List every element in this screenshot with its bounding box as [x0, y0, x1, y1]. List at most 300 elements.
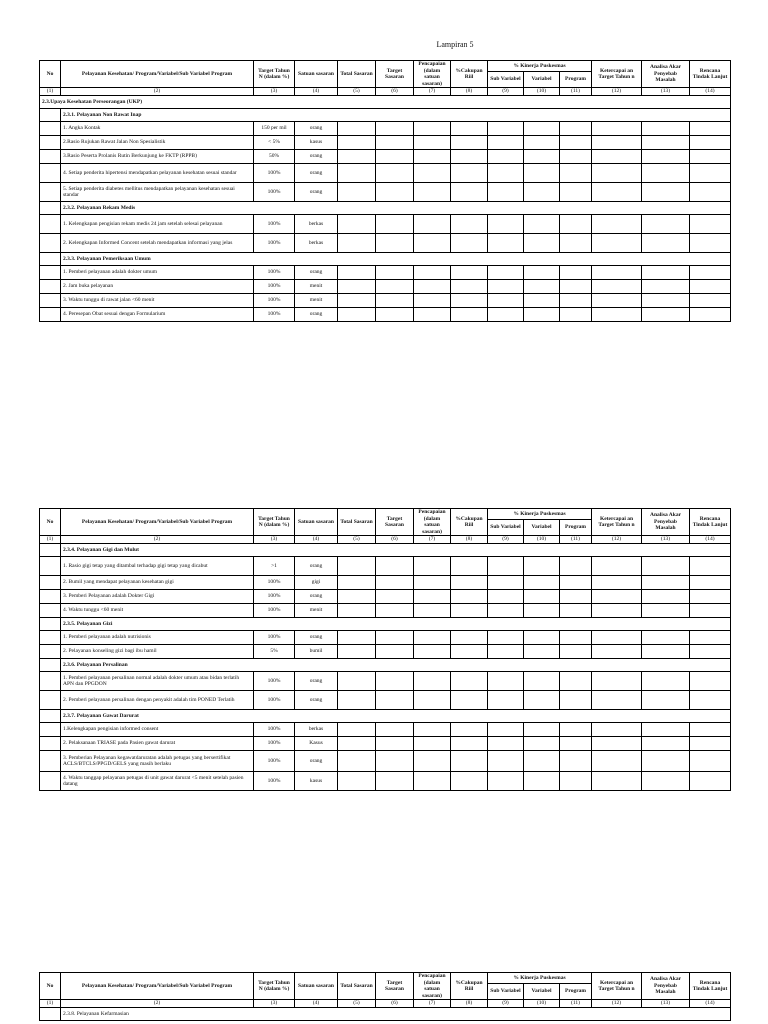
empty-cell	[376, 150, 414, 164]
empty-cell	[376, 234, 414, 253]
empty-cell	[642, 691, 690, 710]
empty-cell	[560, 164, 592, 183]
indicator-label: 1. Angka Kontak	[61, 122, 254, 136]
empty-cell	[690, 751, 731, 772]
empty-cell	[690, 590, 731, 604]
empty-cell	[40, 710, 61, 723]
indicator-label: 2. Pelaksanaan TRIASE pada Pasien gawat darurat	[61, 737, 254, 751]
empty-cell	[451, 590, 488, 604]
empty-cell	[451, 691, 488, 710]
empty-cell	[40, 183, 61, 202]
column-number: (5)	[338, 536, 376, 544]
empty-cell	[592, 308, 642, 322]
indicator-table	[39, 972, 731, 1021]
group-heading: 2.3.Upaya Kesehatan Perseorangan (UKP)	[40, 96, 731, 109]
empty-cell	[451, 557, 488, 576]
empty-cell	[40, 544, 61, 557]
empty-cell	[451, 604, 488, 618]
empty-cell	[560, 645, 592, 659]
indicator-row	[40, 294, 731, 308]
empty-cell	[40, 557, 61, 576]
empty-cell	[40, 723, 61, 737]
column-number: (4)	[295, 88, 338, 96]
column-number: (11)	[560, 536, 592, 544]
empty-cell	[451, 772, 488, 791]
empty-cell	[690, 604, 731, 618]
empty-cell	[592, 294, 642, 308]
indicator-row	[40, 234, 731, 253]
empty-cell	[451, 672, 488, 691]
indicator-target: 100%	[254, 164, 295, 183]
empty-cell	[690, 308, 731, 322]
empty-cell	[592, 576, 642, 590]
indicator-satuan: orang	[295, 308, 338, 322]
empty-cell	[592, 672, 642, 691]
empty-cell	[524, 645, 560, 659]
indicator-target: 100%	[254, 604, 295, 618]
header-total: Total Sasaran	[338, 509, 376, 536]
empty-cell	[488, 215, 524, 234]
empty-cell	[642, 136, 690, 150]
empty-cell	[338, 590, 376, 604]
empty-cell	[40, 136, 61, 150]
empty-cell	[592, 557, 642, 576]
column-number: (12)	[592, 536, 642, 544]
column-number: (11)	[560, 88, 592, 96]
indicator-satuan: orang	[295, 164, 338, 183]
indicator-label: 1. Rasio gigi tetap yang ditambal terhadap gigi tetap yang dicabut	[61, 557, 254, 576]
empty-cell	[414, 122, 451, 136]
indicator-target: >1	[254, 557, 295, 576]
indicator-row	[40, 164, 731, 183]
empty-cell	[40, 234, 61, 253]
indicator-label: 2.Rasio Rujukan Rawat Jalan Non Spesialistik	[61, 136, 254, 150]
indicator-table-2	[39, 508, 730, 791]
empty-cell	[338, 631, 376, 645]
empty-cell	[560, 215, 592, 234]
empty-cell	[488, 604, 524, 618]
indicator-label: 2. Pelayanan konseling gizi bagi ibu hamil	[61, 645, 254, 659]
indicator-row	[40, 691, 731, 710]
header-program: Program	[560, 72, 592, 88]
empty-cell	[690, 737, 731, 751]
empty-cell	[524, 590, 560, 604]
column-number: (9)	[488, 88, 524, 96]
indicator-target: 100%	[254, 772, 295, 791]
header-kinerja: % Kinerja Puskesmas	[488, 509, 592, 520]
section-title: 2.3.7. Pelayanan Gawat Darurat	[61, 710, 731, 723]
empty-cell	[560, 136, 592, 150]
indicator-label: 2. Pemberi pelayanan persalinan dengan penyakit adalah tim PONED Terlatih	[61, 691, 254, 710]
empty-cell	[451, 215, 488, 234]
empty-cell	[524, 737, 560, 751]
column-number: (6)	[376, 88, 414, 96]
header-total: Total Sasaran	[338, 61, 376, 88]
empty-cell	[642, 308, 690, 322]
header-pencapaian: Pencapaian (dalam satuan sasaran)	[414, 509, 451, 536]
column-number-row	[40, 1000, 731, 1008]
header-variabel: Variabel	[524, 72, 560, 88]
empty-cell	[338, 164, 376, 183]
indicator-satuan: orang	[295, 691, 338, 710]
column-number: (12)	[592, 1000, 642, 1008]
indicator-target: 100%	[254, 294, 295, 308]
indicator-target: 100%	[254, 576, 295, 590]
empty-cell	[592, 164, 642, 183]
empty-cell	[40, 294, 61, 308]
empty-cell	[40, 604, 61, 618]
empty-cell	[40, 1008, 61, 1021]
empty-cell	[338, 604, 376, 618]
empty-cell	[338, 772, 376, 791]
section-title: 2.3.3. Pelayanan Pemeriksaan Umum	[61, 253, 731, 266]
empty-cell	[338, 723, 376, 737]
indicator-label: 1. Kelengkapan pengisian rekam medis 24 jam setelah selesai pelayanan	[61, 215, 254, 234]
column-number: (9)	[488, 536, 524, 544]
empty-cell	[338, 215, 376, 234]
empty-cell	[690, 215, 731, 234]
empty-cell	[592, 150, 642, 164]
indicator-table	[39, 60, 731, 322]
empty-cell	[560, 122, 592, 136]
header-kinerja: % Kinerja Puskesmas	[488, 61, 592, 72]
empty-cell	[690, 691, 731, 710]
indicator-label: 5. Setiap penderita diabetes mellitus mendapatkan pelayanan kesehatan sesuai standar	[61, 183, 254, 202]
empty-cell	[414, 164, 451, 183]
empty-cell	[40, 691, 61, 710]
empty-cell	[414, 308, 451, 322]
empty-cell	[40, 672, 61, 691]
column-number: (13)	[642, 536, 690, 544]
indicator-satuan: kasus	[295, 136, 338, 150]
indicator-label: 1. Pemberi pelayanan adalah nutrisionis	[61, 631, 254, 645]
indicator-satuan: orang	[295, 122, 338, 136]
indicator-label: 1.Kelengkapan pengisian informed consent	[61, 723, 254, 737]
indicator-row	[40, 183, 731, 202]
header-variabel: Variabel	[524, 984, 560, 1000]
header-ketercapaian: Ketercapai an Target Tahun n	[592, 973, 642, 1000]
header-pelayanan: Pelayanan Kesehatan/ Program/Variabel/Sub Variabel Program	[61, 973, 254, 1000]
column-number: (5)	[338, 1000, 376, 1008]
header-rencana: Rencana Tindak Lanjut	[690, 61, 731, 88]
empty-cell	[338, 280, 376, 294]
empty-cell	[40, 576, 61, 590]
column-number: (14)	[690, 88, 731, 96]
empty-cell	[338, 691, 376, 710]
empty-cell	[642, 557, 690, 576]
column-number: (13)	[642, 1000, 690, 1008]
empty-cell	[40, 266, 61, 280]
empty-cell	[376, 631, 414, 645]
empty-cell	[376, 294, 414, 308]
section-row	[40, 659, 731, 672]
empty-cell	[376, 645, 414, 659]
empty-cell	[642, 772, 690, 791]
empty-cell	[488, 122, 524, 136]
column-number: (4)	[295, 1000, 338, 1008]
header-sub-variabel: Sub Variabel	[488, 984, 524, 1000]
empty-cell	[524, 183, 560, 202]
empty-cell	[338, 136, 376, 150]
empty-cell	[40, 751, 61, 772]
indicator-row	[40, 136, 731, 150]
empty-cell	[642, 576, 690, 590]
header-satuan: Satuan sasaran	[295, 61, 338, 88]
column-number: (1)	[40, 1000, 61, 1008]
section-title: 2.3.2. Pelayanan Rekam Medis	[61, 202, 731, 215]
empty-cell	[488, 266, 524, 280]
header-target-sasaran: Target Sasaran	[376, 61, 414, 88]
header-rencana: Rencana Tindak Lanjut	[690, 509, 731, 536]
empty-cell	[642, 122, 690, 136]
indicator-satuan: orang	[295, 590, 338, 604]
empty-cell	[451, 737, 488, 751]
empty-cell	[690, 183, 731, 202]
empty-cell	[414, 150, 451, 164]
indicator-label: 3. Pemberian Pelayanan kegawatdaruratan adalah petugas yang bersertifikat ACLS/BTCLS/PPGD/GELS yang masih berlaku	[61, 751, 254, 772]
empty-cell	[690, 645, 731, 659]
page-title: Lampiran 5	[436, 40, 474, 49]
section-title: 2.3.5. Pelayanan Gizi	[61, 618, 731, 631]
empty-cell	[451, 183, 488, 202]
column-number: (14)	[690, 536, 731, 544]
indicator-target: 100%	[254, 723, 295, 737]
empty-cell	[376, 308, 414, 322]
section-row	[40, 618, 731, 631]
indicator-label: 4. Setiap penderita hipertensi mendapatkan pelayanan kesehatan sesuai standar	[61, 164, 254, 183]
empty-cell	[642, 266, 690, 280]
empty-cell	[451, 723, 488, 737]
empty-cell	[524, 136, 560, 150]
indicator-row	[40, 737, 731, 751]
header-total: Total Sasaran	[338, 973, 376, 1000]
indicator-satuan: orang	[295, 266, 338, 280]
indicator-target: 100%	[254, 234, 295, 253]
empty-cell	[690, 164, 731, 183]
empty-cell	[376, 164, 414, 183]
empty-cell	[592, 266, 642, 280]
empty-cell	[414, 136, 451, 150]
empty-cell	[414, 672, 451, 691]
header-target-sasaran: Target Sasaran	[376, 509, 414, 536]
empty-cell	[642, 150, 690, 164]
empty-cell	[376, 723, 414, 737]
indicator-target: 100%	[254, 183, 295, 202]
indicator-target: 50%	[254, 150, 295, 164]
empty-cell	[524, 751, 560, 772]
empty-cell	[376, 215, 414, 234]
column-number: (4)	[295, 536, 338, 544]
section-title: 2.3.1. Pelayanan Non Rawat Inap	[61, 109, 731, 122]
empty-cell	[451, 136, 488, 150]
indicator-target: 100%	[254, 631, 295, 645]
empty-cell	[40, 631, 61, 645]
indicator-label: 1. Pemberi pelayanan persalinan normal adalah dokter umum atau bidan terlatih APN dan PPGDON	[61, 672, 254, 691]
empty-cell	[690, 576, 731, 590]
column-number: (1)	[40, 88, 61, 96]
empty-cell	[338, 751, 376, 772]
empty-cell	[40, 280, 61, 294]
empty-cell	[40, 659, 61, 672]
column-number: (6)	[376, 536, 414, 544]
column-number: (11)	[560, 1000, 592, 1008]
indicator-label: 3. Waktu tunggu di rawat jalan <60 menit	[61, 294, 254, 308]
column-number: (6)	[376, 1000, 414, 1008]
empty-cell	[642, 672, 690, 691]
empty-cell	[376, 751, 414, 772]
empty-cell	[376, 691, 414, 710]
empty-cell	[338, 308, 376, 322]
empty-cell	[642, 604, 690, 618]
empty-cell	[524, 691, 560, 710]
column-number: (3)	[254, 536, 295, 544]
empty-cell	[338, 576, 376, 590]
empty-cell	[592, 691, 642, 710]
empty-cell	[524, 280, 560, 294]
column-number: (13)	[642, 88, 690, 96]
empty-cell	[451, 645, 488, 659]
empty-cell	[560, 672, 592, 691]
empty-cell	[376, 183, 414, 202]
indicator-label: 4. Peresepan Obat sesuai dengan Formularium	[61, 308, 254, 322]
empty-cell	[376, 672, 414, 691]
indicator-row	[40, 723, 731, 737]
empty-cell	[560, 772, 592, 791]
empty-cell	[40, 590, 61, 604]
header-cakupan: %Cakupan Riil	[451, 509, 488, 536]
header-rencana: Rencana Tindak Lanjut	[690, 973, 731, 1000]
empty-cell	[592, 136, 642, 150]
header-pelayanan: Pelayanan Kesehatan/ Program/Variabel/Sub Variabel Program	[61, 61, 254, 88]
indicator-label: 4. Waktu tanggap pelayanan petugas di unit gawat darurat <5 menit setelah pasien datang	[61, 772, 254, 791]
column-number: (10)	[524, 88, 560, 96]
indicator-satuan: menit	[295, 294, 338, 308]
empty-cell	[592, 183, 642, 202]
empty-cell	[414, 691, 451, 710]
column-number-row	[40, 536, 731, 544]
empty-cell	[690, 136, 731, 150]
empty-cell	[642, 737, 690, 751]
empty-cell	[690, 266, 731, 280]
empty-cell	[414, 280, 451, 294]
section-row	[40, 710, 731, 723]
empty-cell	[524, 557, 560, 576]
empty-cell	[560, 266, 592, 280]
indicator-satuan: gigi	[295, 576, 338, 590]
empty-cell	[690, 294, 731, 308]
header-ketercapaian: Ketercapai an Target Tahun n	[592, 509, 642, 536]
empty-cell	[642, 645, 690, 659]
header-ketercapaian: Ketercapai an Target Tahun n	[592, 61, 642, 88]
column-number: (12)	[592, 88, 642, 96]
empty-cell	[524, 122, 560, 136]
indicator-satuan: bumil	[295, 645, 338, 659]
section-title: 2.3.6. Pelayanan Persalinan	[61, 659, 731, 672]
empty-cell	[338, 183, 376, 202]
indicator-row	[40, 122, 731, 136]
empty-cell	[642, 723, 690, 737]
indicator-satuan: menit	[295, 604, 338, 618]
empty-cell	[40, 150, 61, 164]
column-number: (2)	[61, 1000, 254, 1008]
header-no: No	[40, 61, 61, 88]
indicator-target: 100%	[254, 672, 295, 691]
header-target-sasaran: Target Sasaran	[376, 973, 414, 1000]
empty-cell	[560, 280, 592, 294]
header-cakupan: %Cakupan Riil	[451, 973, 488, 1000]
empty-cell	[451, 631, 488, 645]
partial-row-text: 2.3.8. Pelayanan Kefarmasian	[61, 1008, 731, 1021]
empty-cell	[488, 136, 524, 150]
empty-cell	[414, 215, 451, 234]
empty-cell	[338, 672, 376, 691]
header-satuan: Satuan sasaran	[295, 973, 338, 1000]
empty-cell	[40, 164, 61, 183]
empty-cell	[338, 122, 376, 136]
empty-cell	[560, 590, 592, 604]
empty-cell	[592, 751, 642, 772]
empty-cell	[524, 234, 560, 253]
empty-cell	[338, 266, 376, 280]
partial-row	[40, 1008, 731, 1021]
empty-cell	[592, 723, 642, 737]
empty-cell	[690, 631, 731, 645]
empty-cell	[488, 183, 524, 202]
empty-cell	[338, 234, 376, 253]
indicator-satuan: orang	[295, 631, 338, 645]
empty-cell	[560, 183, 592, 202]
empty-cell	[690, 122, 731, 136]
empty-cell	[560, 604, 592, 618]
empty-cell	[560, 737, 592, 751]
empty-cell	[488, 631, 524, 645]
empty-cell	[488, 751, 524, 772]
empty-cell	[592, 215, 642, 234]
indicator-table-3	[39, 972, 730, 1021]
header-analisa: Analisa Akar Penyebab Masalah	[642, 61, 690, 88]
empty-cell	[524, 604, 560, 618]
section-row	[40, 253, 731, 266]
indicator-label: 4. Waktu tunggu <60 menit	[61, 604, 254, 618]
empty-cell	[560, 723, 592, 737]
empty-cell	[414, 604, 451, 618]
empty-cell	[451, 576, 488, 590]
indicator-target: 150 per mil	[254, 122, 295, 136]
empty-cell	[524, 266, 560, 280]
header-program: Program	[560, 984, 592, 1000]
empty-cell	[690, 280, 731, 294]
empty-cell	[40, 645, 61, 659]
header-analisa: Analisa Akar Penyebab Masalah	[642, 973, 690, 1000]
indicator-row	[40, 215, 731, 234]
indicator-label: 2. Bumil yang mendapat pelayanan kesehatan gigi	[61, 576, 254, 590]
empty-cell	[642, 751, 690, 772]
empty-cell	[524, 576, 560, 590]
empty-cell	[414, 645, 451, 659]
empty-cell	[560, 308, 592, 322]
empty-cell	[488, 576, 524, 590]
empty-cell	[40, 202, 61, 215]
empty-cell	[642, 294, 690, 308]
empty-cell	[40, 253, 61, 266]
empty-cell	[690, 672, 731, 691]
empty-cell	[524, 631, 560, 645]
indicator-row	[40, 751, 731, 772]
empty-cell	[690, 150, 731, 164]
empty-cell	[524, 308, 560, 322]
empty-cell	[642, 234, 690, 253]
indicator-target: 100%	[254, 280, 295, 294]
